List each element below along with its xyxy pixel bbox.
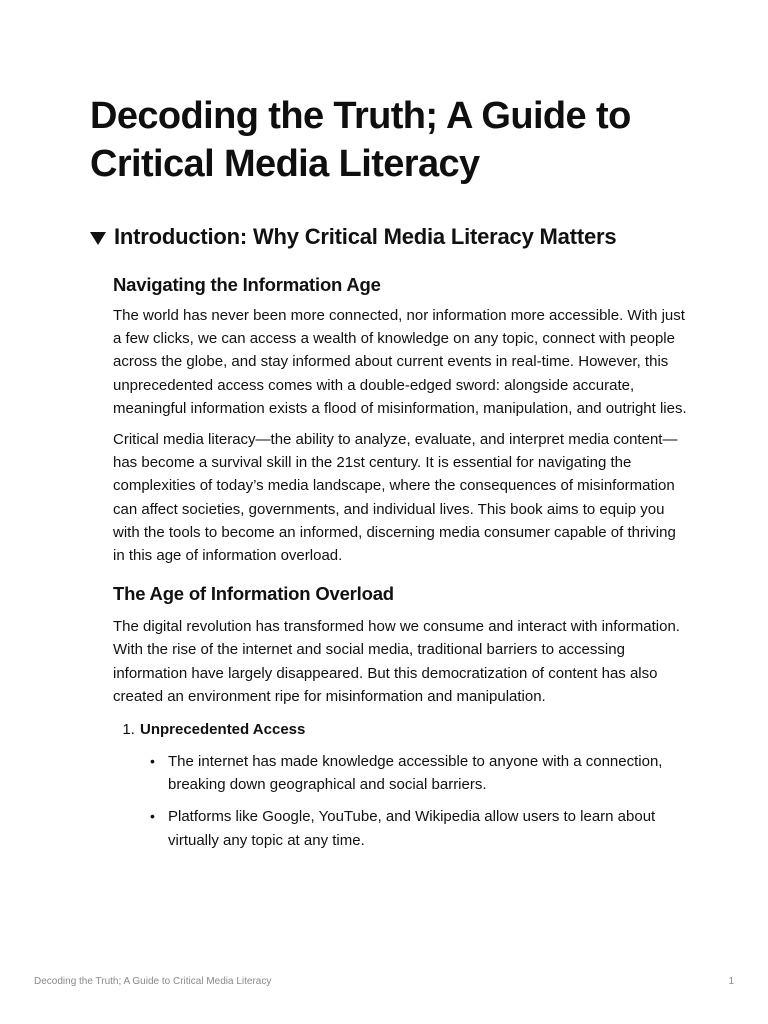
bullet-text: Platforms like Google, YouTube, and Wikipedia allow users to learn about virtually any topic at any time. (168, 808, 656, 849)
bullet-text: The internet has made knowledge accessible to anyone with a connection, breaking down geographical and social barriers. (168, 753, 663, 794)
paragraph: The world has never been more connected, nor information more accessible. With just a few clicks, we can access a wealth of knowledge on any topic, connect with people across the globe, and stay informed about current events in real-time. However, this unprecedented access comes with a double-edged sword: alongside accurate, meaningful information exists a flood of misinformation, manipulation, and outright lies. (113, 307, 687, 417)
section-content (113, 272, 688, 852)
bullet-icon: • (150, 808, 155, 825)
bullet-icon: • (150, 753, 155, 770)
bullet-list (140, 750, 688, 852)
section-title: Introduction: Why Critical Media Literacy Matters (114, 224, 617, 249)
subsection-heading-navigating: Navigating the Information Age (113, 274, 381, 295)
document-title: Decoding the Truth; A Guide to Critical Media Literacy (90, 95, 631, 185)
subsection-heading-overload: The Age of Information Overload (113, 583, 394, 605)
page-number: 1 (728, 976, 734, 987)
section-toggle-introduction[interactable] (90, 222, 690, 252)
bullet-item (150, 805, 688, 851)
footer-title: Decoding the Truth; A Guide to Critical Media Literacy (34, 976, 272, 987)
paragraph: The digital revolution has transformed how we consume and interact with information. With the rise of the internet and social media, traditional barriers to accessing information have largely disappeared. But this democratization of content has also created an environment ripe for misinformation and manipulation. (113, 618, 680, 705)
bullet-item (150, 750, 688, 796)
list-item-heading: Unprecedented Access (140, 721, 306, 739)
numbered-list (113, 718, 688, 852)
list-item (139, 718, 688, 852)
document-page (90, 92, 690, 861)
paragraph: Critical media literacy—the ability to analyze, evaluate, and interpret media content—has become a survival skill in the 21st century. It is essential for navigating the complexities of today’s media landscape, where the consequences of misinformation can affect societies, governments, and individual lives. This book aims to equip you with the tools to become an informed, discerning media consumer capable of thriving in this age of information overload. (113, 431, 678, 565)
collapse-triangle-icon[interactable] (90, 232, 106, 245)
